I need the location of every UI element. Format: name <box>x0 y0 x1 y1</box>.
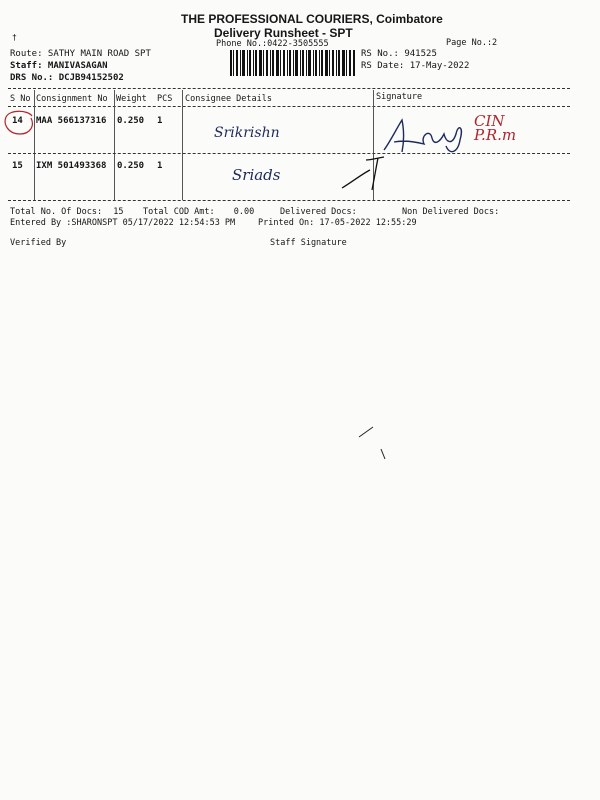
row-sno: 15 <box>12 161 23 171</box>
row-sno: 14 <box>12 116 23 126</box>
barcode-icon <box>230 50 355 76</box>
row-pcs: 1 <box>157 116 163 126</box>
entered-by: Entered By :SHARONSPT 05/17/2022 12:54:53 PM <box>10 218 236 228</box>
header-consignee: Consignee Details <box>185 94 272 104</box>
printed-on: Printed On: 17-05-2022 12:55:29 <box>258 218 417 228</box>
verified-by: Verified By <box>10 238 67 248</box>
drs-number: DRS No.: DCJB94152502 <box>10 73 124 83</box>
staff-signature: Staff Signature <box>270 238 347 248</box>
row-weight: 0.250 <box>117 116 145 126</box>
header-consignment: Consignment No <box>36 94 108 104</box>
cod-label: Total COD Amt: <box>143 207 215 217</box>
row-consignment: IXM 501493368 <box>36 161 107 171</box>
header-sno: S No <box>10 94 31 104</box>
consignee-handwriting: Srikrishn <box>214 125 280 141</box>
header-pcs: PCS <box>157 94 173 104</box>
row-consignment: MAA 566137316 <box>36 116 107 126</box>
total-docs <box>10 207 124 217</box>
row-pcs: 1 <box>157 161 163 171</box>
cod-value: 0.00 <box>233 207 255 217</box>
phone-number: Phone No.:0422-3505555 <box>216 39 329 49</box>
table-top-rule <box>8 88 570 89</box>
company-name: THE PROFESSIONAL COURIERS, Coimbatore <box>181 12 443 26</box>
col-divider <box>182 90 183 200</box>
header-signature: Signature <box>376 92 423 102</box>
total-docs-label: Total No. Of Docs: <box>10 207 103 217</box>
route-text: Route: SATHY MAIN ROAD SPT <box>10 49 151 59</box>
header-bottom-rule <box>8 106 570 107</box>
consignee-handwriting: Sriads <box>232 166 281 184</box>
red-annotation: CIN P.R.m <box>474 112 517 144</box>
col-divider <box>114 90 115 200</box>
page-number: Page No.:2 <box>446 38 498 48</box>
rs-date: RS Date: 17-May-2022 <box>361 61 470 71</box>
delivered-docs: Delivered Docs: <box>280 207 357 217</box>
signature-scribble-icon <box>380 112 470 162</box>
circle-mark-icon <box>2 108 36 138</box>
staff-name: Staff: MANIVASAGAN <box>10 61 108 71</box>
stray-pen-mark-icon <box>355 425 395 465</box>
small-mark-icon: † <box>12 33 17 42</box>
header-weight: Weight <box>116 94 147 104</box>
page-title: Delivery Runsheet - SPT <box>214 26 353 40</box>
signature-stroke-icon <box>338 152 388 194</box>
total-docs-value: 15 <box>113 207 124 217</box>
row-separator <box>8 153 570 154</box>
rs-number: RS No.: 941525 <box>361 49 437 59</box>
table-bottom-rule <box>8 200 570 201</box>
cod-amount <box>143 207 254 217</box>
col-divider <box>34 90 35 200</box>
row-weight: 0.250 <box>117 161 145 171</box>
non-delivered-docs: Non Delivered Docs: <box>402 207 500 217</box>
